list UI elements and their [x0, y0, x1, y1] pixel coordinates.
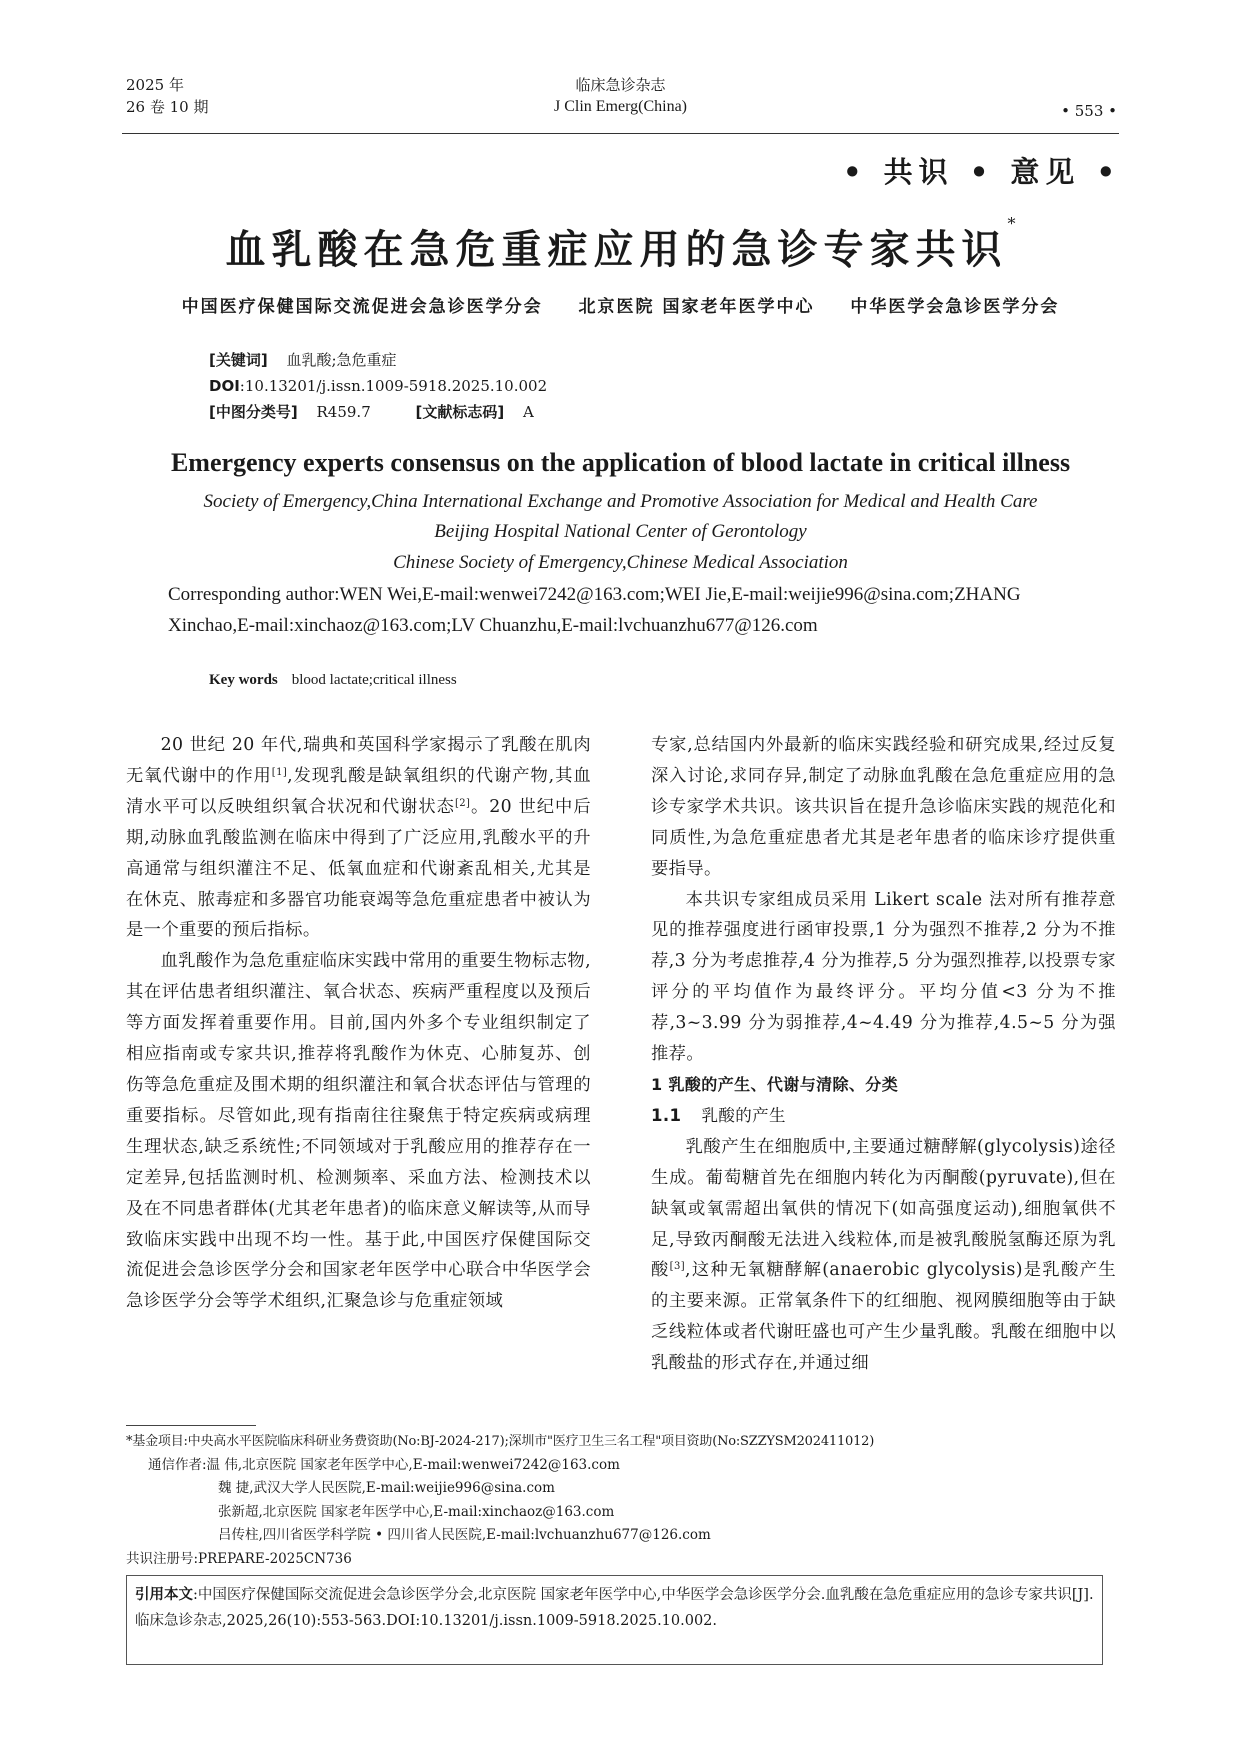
running-header-center	[0, 74, 1241, 118]
keywords-line	[209, 347, 397, 373]
header-journal-cn: 临床急诊杂志	[575, 76, 666, 94]
reference-link[interactable]: [2]	[454, 797, 471, 809]
english-keywords-value: blood lactate;critical illness	[291, 672, 457, 688]
author-org: 中华医学会急诊医学分会	[850, 297, 1060, 317]
correspondence-note: 吕传柱,四川省医学科学院 • 四川省人民医院,E-mail:lvchuanzhu677@126.com	[218, 1527, 711, 1543]
author-org: 北京医院 国家老年医学中心	[578, 297, 815, 317]
section-label: • 共识 • 意见 •	[843, 155, 1121, 189]
doc-code-value: A	[523, 403, 534, 421]
title-footnote-mark[interactable]: *	[1007, 214, 1016, 233]
text: ,这种无氧糖酵解(anaerobic glycolysis)是乳酸产生的主要来源。正常氧条件下的红细胞、视网膜细胞等由于缺乏线粒体或者代谢旺盛也可产生少量乳酸。乳酸在细胞中以乳酸盐的形式存在,并通过细	[651, 1260, 1117, 1374]
corresponding-author: Corresponding author:WEN Wei,E-mail:wenwei7242@163.com;WEI Jie,E-mail:weijie996@sina.com;ZHANG Xinchao,E-mail:xinchaoz@163.com;LV Chuanzhu,E-mail:lvchuanzhu677@126.com	[168, 584, 1021, 636]
text: 20 世纪 20 年代,瑞典和英国科学家揭示了乳酸在肌肉无氧代谢中的作用	[126, 735, 591, 786]
doi-value[interactable]: :10.13201/j.issn.1009-5918.2025.10.002	[239, 377, 548, 395]
paragraph: 血乳酸作为急危重症临床实践中常用的重要生物标志物,其在评估患者组织灌注、氧合状态、疾病严重程度以及预后等方面发挥着重要作用。目前,国内外多个专业组织制定了相应指南或专家共识,推荐将乳酸作为休克、心肺复苏、创伤等急危重症及围术期的组织灌注和氧合状态评估与管理的重要指标。尽管如此,现有指南往往聚焦于特定疾病或病理生理状态,缺乏系统性;不同领域对于乳酸应用的推荐存在一定差异,包括监测时机、检测频率、采血方法、检测技术以及在不同患者群体(尤其老年患者)的临床意义解读等,从而导致临床实践中出现不均一性。基于此,中国医疗保健国际交流促进会急诊医学分会和国家老年医学中心联合中华医学会急诊医学分会等学术组织,汇聚急诊与危重症领域	[126, 951, 591, 1312]
english-affiliation: Society of Emergency,China International Exchange and Promotive Association for Medical and Health Care	[203, 491, 1038, 512]
reference-link[interactable]: [3]	[669, 1261, 686, 1273]
header-rule	[122, 133, 1119, 134]
reference-link[interactable]: [1]	[271, 766, 288, 778]
citation-text: :中国医疗保健国际交流促进会急诊医学分会,北京医院 国家老年医学中心,中华医学会急诊医学分会.血乳酸在急危重症应用的急诊专家共识[J].临床急诊杂志,2025,26(10):553-563.DOI:10.13201/j.issn.1009-5918.2025.10.002.	[135, 1587, 1094, 1629]
header-volume-issue: 26 卷 10 期	[126, 98, 209, 116]
article-title	[0, 214, 1241, 275]
doc-code-label: [文献标志码]	[415, 403, 505, 421]
correspondence-note: 通信作者:温 伟,北京医院 国家老年医学中心,E-mail:wenwei7242@163.com	[148, 1456, 620, 1473]
clc-value: R459.7	[316, 403, 371, 421]
doi-line	[209, 373, 547, 399]
author-org: 中国医疗保健国际交流促进会急诊医学分会	[181, 297, 543, 317]
english-keywords	[209, 672, 457, 689]
english-title: Emergency experts consensus on the application of blood lactate in critical illness	[170, 448, 1071, 477]
classification-line	[209, 399, 534, 425]
citation-label: 引用本文	[135, 1587, 193, 1603]
paragraph	[126, 730, 591, 946]
footnote-rule	[126, 1425, 256, 1426]
paragraph: 本共识专家组成员采用 Likert scale 法对所有推荐意见的推荐强度进行函审投票,1 分为强烈不推荐,2 分为不推荐,3 分为考虑推荐,4 分为推荐,5 分为强烈推荐,以投票专家评分的平均值作为最终评分。平均分值<3 分为不推荐,3~3.99 分为弱推荐,4~4.49 分为推荐,4.5~5 分为强推荐。	[651, 889, 1116, 1065]
text: 乳酸产生在细胞质中,主要通过糖酵解(glycolysis)途径生成。葡萄糖首先在细胞内转化为丙酮酸(pyruvate),但在缺氧或氧需超出氧供的情况下(如高强度运动),细胞氧供不足,导致丙酮酸无法进入线粒体,而是被乳酸脱氢酶还原为乳酸	[651, 1136, 1116, 1281]
header-page-number: • 553 •	[1061, 102, 1117, 120]
correspondence-note: 张新超,北京医院 国家老年医学中心,E-mail:xinchaoz@163.com	[218, 1503, 615, 1520]
title-text: 血乳酸在急危重症应用的急诊专家共识	[225, 226, 1008, 273]
subsection-title: 乳酸的产生	[701, 1105, 786, 1125]
paragraph	[651, 1132, 1116, 1379]
text: ,发现乳酸是缺氧组织的代谢产物,其血清水平可以反映组织氧合状况和代谢状态	[126, 765, 591, 817]
subsection-heading	[651, 1101, 1116, 1132]
paragraph: 专家,总结国内外最新的临床实践经验和研究成果,经过反复深入讨论,求同存异,制定了动脉血乳酸在急危重症应用的急诊专家学术共识。该共识旨在提升急诊临床实践的规范化和同质性,为急危重症患者尤其是老年患者的临床诊疗提供重要指导。	[651, 735, 1116, 879]
citation-box	[126, 1575, 1103, 1665]
english-affiliation: Beijing Hospital National Center of Gerontology	[434, 521, 807, 542]
clc-label: [中图分类号]	[209, 403, 298, 421]
header-year: 2025 年	[126, 76, 184, 94]
text: 。20 世纪中后期,动脉血乳酸监测在临床中得到了广泛应用,乳酸水平的升高通常与组织灌注不足、低氧血症和代谢紊乱相关,尤其是在休克、脓毒症和多器官功能衰竭等急危重症患者中被认为是一个重要的预后指标。	[126, 796, 591, 941]
english-keywords-label: Key words	[209, 672, 278, 688]
header-journal-en: J Clin Emerg(China)	[553, 98, 688, 115]
body-left-column	[126, 730, 591, 1317]
doi-label: DOI	[209, 377, 240, 395]
footnotes	[126, 1430, 1116, 1571]
correspondence-note: 魏 捷,武汉大学人民医院,E-mail:weijie996@sina.com	[218, 1480, 555, 1496]
subsection-number: 1.1	[651, 1105, 682, 1125]
registry-note: 共识注册号:PREPARE-2025CN736	[126, 1550, 352, 1567]
funding-note: *基金项目:中央高水平医院临床科研业务费资助(No:BJ-2024-217);深圳市"医疗卫生三名工程"项目资助(No:SZZYSM202411012)	[126, 1434, 875, 1449]
keywords-label: [关键词]	[209, 351, 268, 369]
author-list	[0, 292, 1241, 317]
section-heading: 1 乳酸的产生、代谢与清除、分类	[651, 1074, 899, 1094]
keywords-value: 血乳酸;急危重症	[286, 351, 397, 369]
english-affiliation: Chinese Society of Emergency,Chinese Medical Association	[393, 552, 848, 573]
body-right-column	[651, 730, 1116, 1379]
